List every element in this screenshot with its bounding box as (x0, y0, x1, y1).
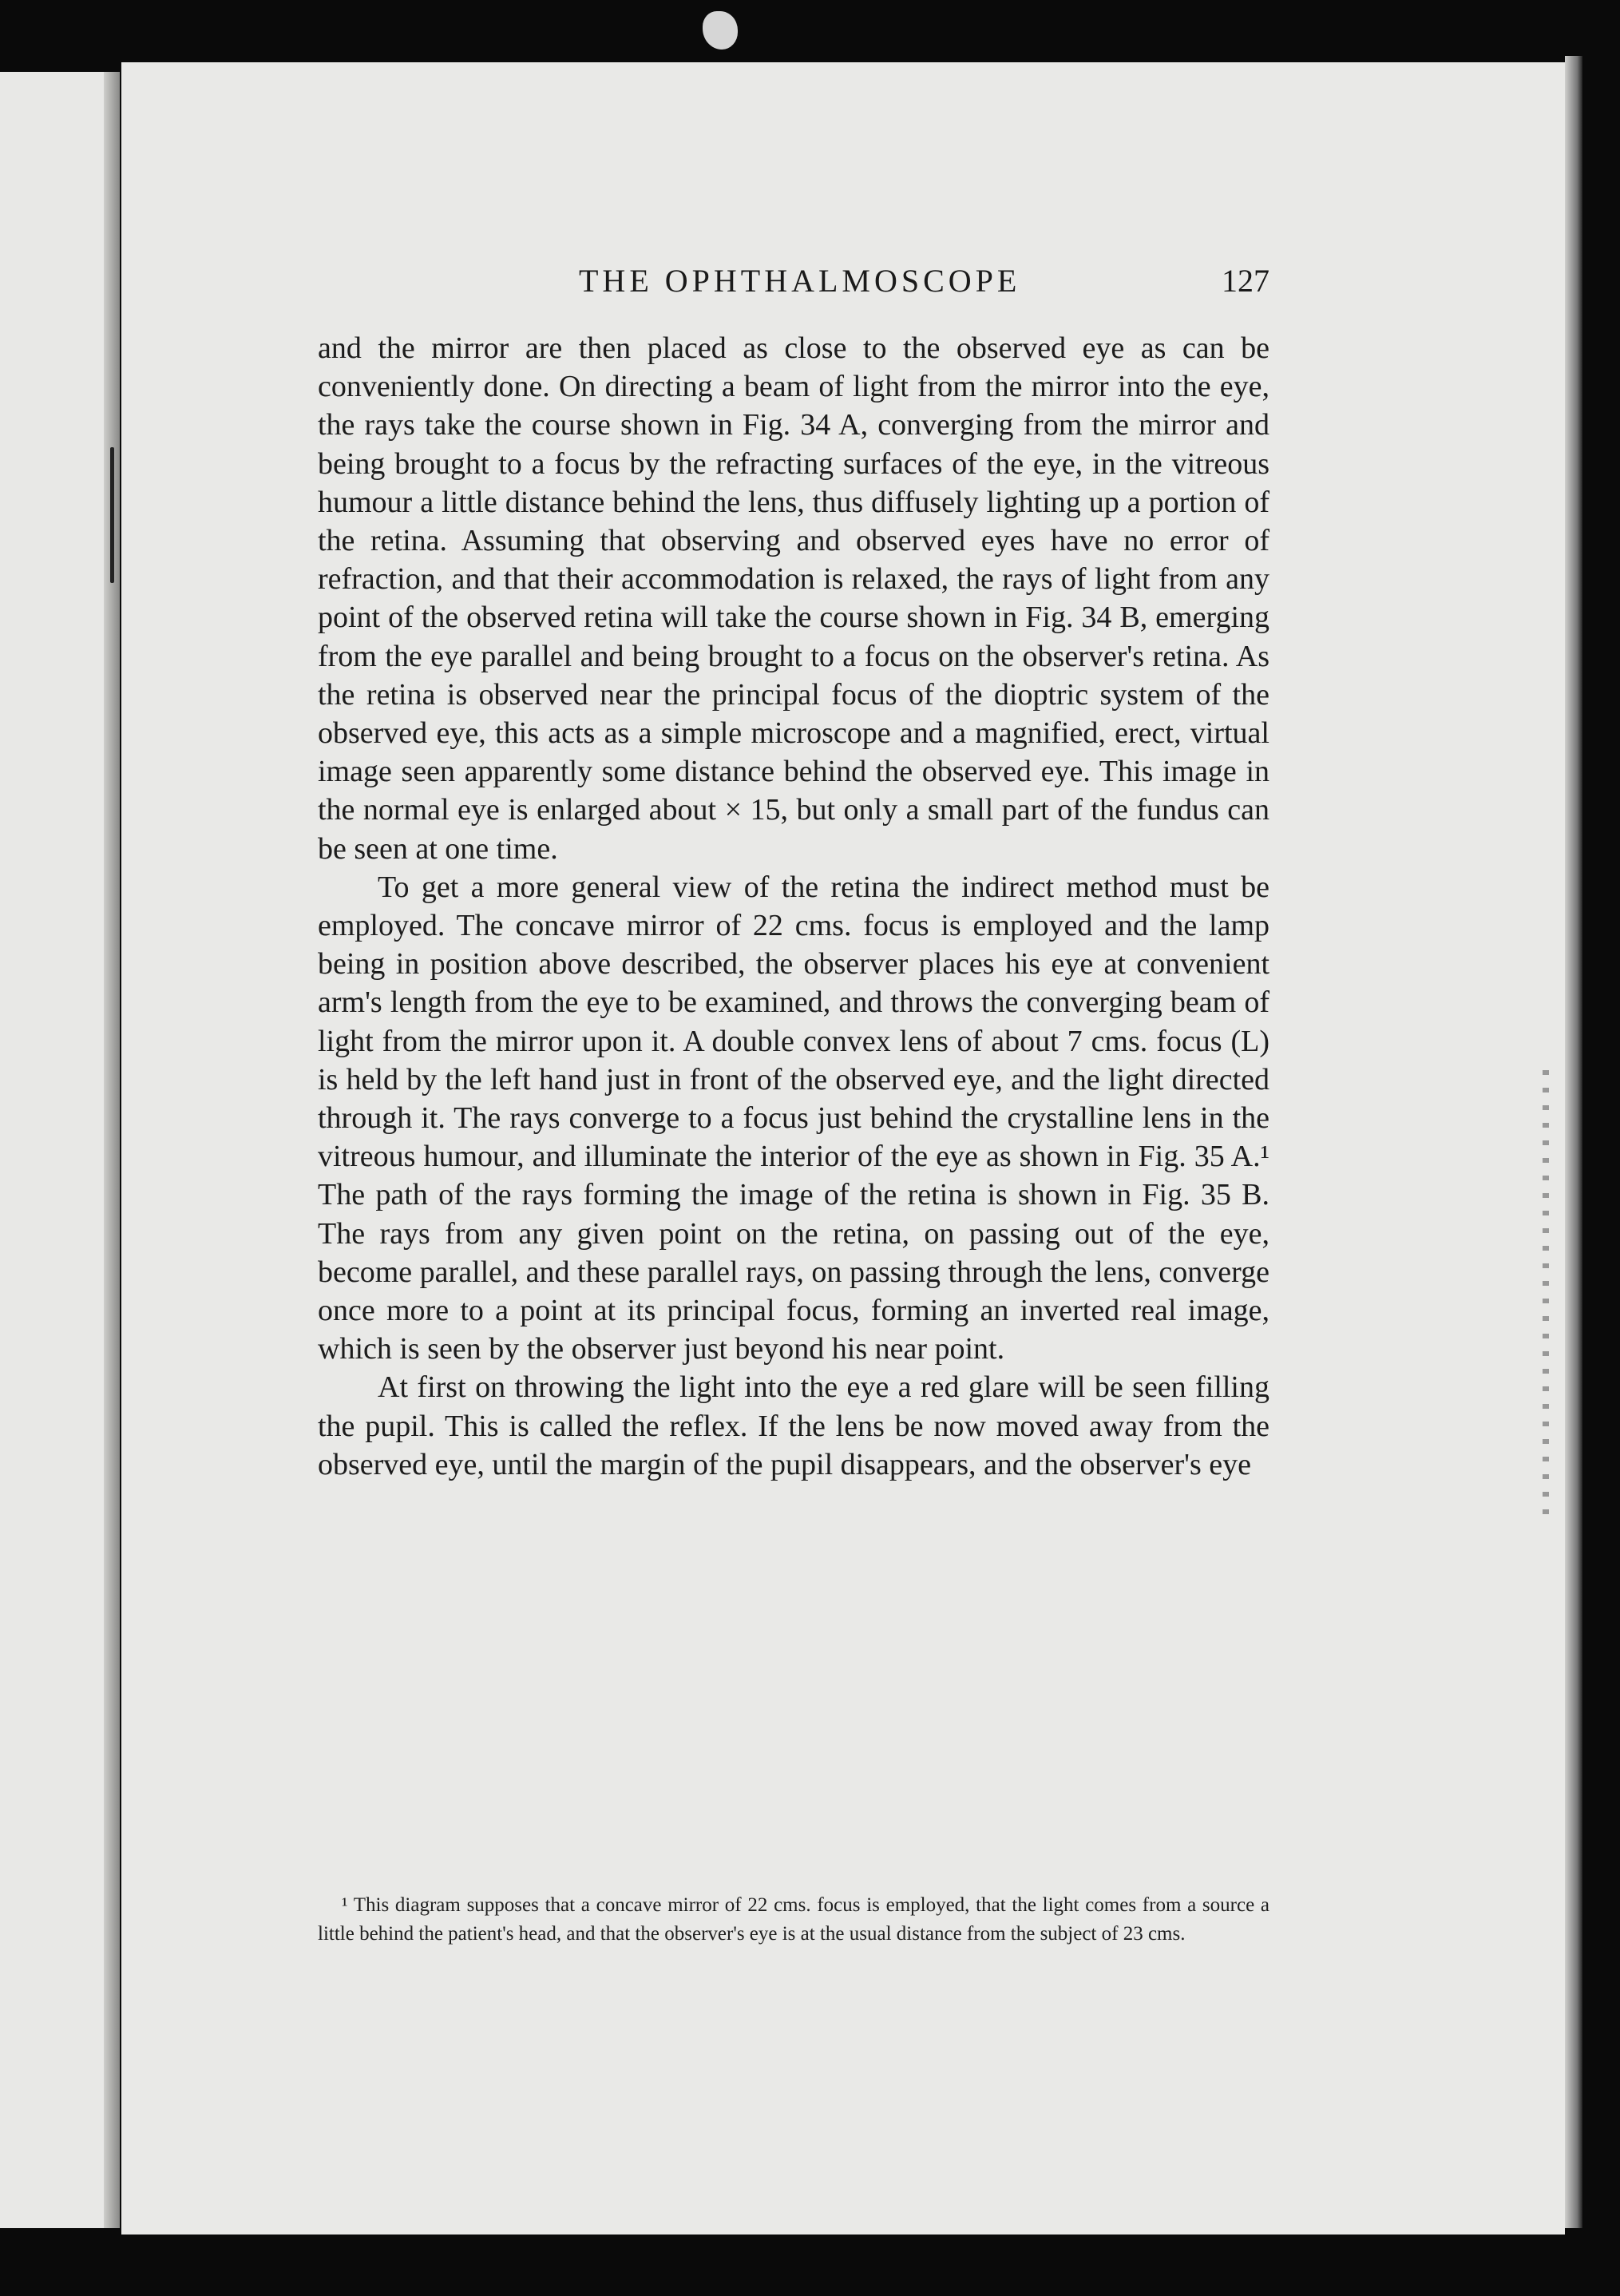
gutter-mark (110, 447, 114, 583)
margin-marks (1543, 1070, 1549, 1517)
running-title: THE OPHTHALMOSCOPE (579, 263, 1021, 299)
paragraph: To get a more general view of the retina the indirect method must be employed. The concave mirror of 22 cms. focus is employed and the lamp being in position above described, the observer places his eye at convenient arm's length from the eye to be examined, and throws the converging beam of light from the mirror upon it. A double convex lens of about 7 cms. focus (L) is held by the left hand just in front of the observed eye, and the light directed through it. The rays converge to a focus just behind the crystalline lens in the vitreous humour, and illuminate the interior of the eye as shown in Fig. 35 A.¹ The path of the rays forming the image of the retina is shown in Fig. 35 B. The rays from any given point on the retina, on passing out of the eye, become parallel, and these parallel rays, on passing through the lens, converge once more to a point at its principal focus, forming an inverted real image, which is seen by the observer just beyond his near point. (318, 870, 1269, 1366)
page-edge-shadow (1565, 56, 1582, 2228)
body-text (318, 329, 1269, 1484)
running-header (315, 262, 1269, 310)
page-number: 127 (1222, 263, 1269, 299)
binding-shadow (104, 72, 120, 2228)
footnote: ¹ This diagram supposes that a concave mirror of 22 cms. focus is employed, that the light comes from a source a little behind the patient's head, and that the observer's eye is at the usual distance from the subject of 23 cms. (318, 1894, 1269, 1945)
left-page-edge (0, 72, 120, 2228)
paragraph: At first on throwing the light into the eye a red glare will be seen filling the pupil. This is called the reflex. If the lens be now moved away from the observed eye, until the margin of the pupil disappears, and the observer's eye (318, 1370, 1269, 1481)
scan-artifact (703, 11, 738, 50)
paragraph: and the mirror are then placed as close to the observed eye as can be conveniently done. On directing a beam of light from the mirror into the eye, the rays take the course shown in Fig. 34 A, converging from the mirror and being brought to a focus by the refracting surfaces of the eye, in the vitreous humour a little distance behind the lens, thus diffusely lighting up a portion of the retina. Assuming that observing and observed eyes have no error of refraction, and that their accommodation is relaxed, the rays of light from any point of the observed retina will take the course shown in Fig. 34 B, emerging from the eye parallel and being brought to a focus on the observer's retina. As the retina is observed near the principal focus of the dioptric system of the observed eye, this acts as a simple microscope and a magnified, erect, virtual image seen apparently some distance behind the observed eye. This image in the normal eye is enlarged about × 15, but only a small part of the fundus can be seen at one time. (318, 331, 1269, 866)
